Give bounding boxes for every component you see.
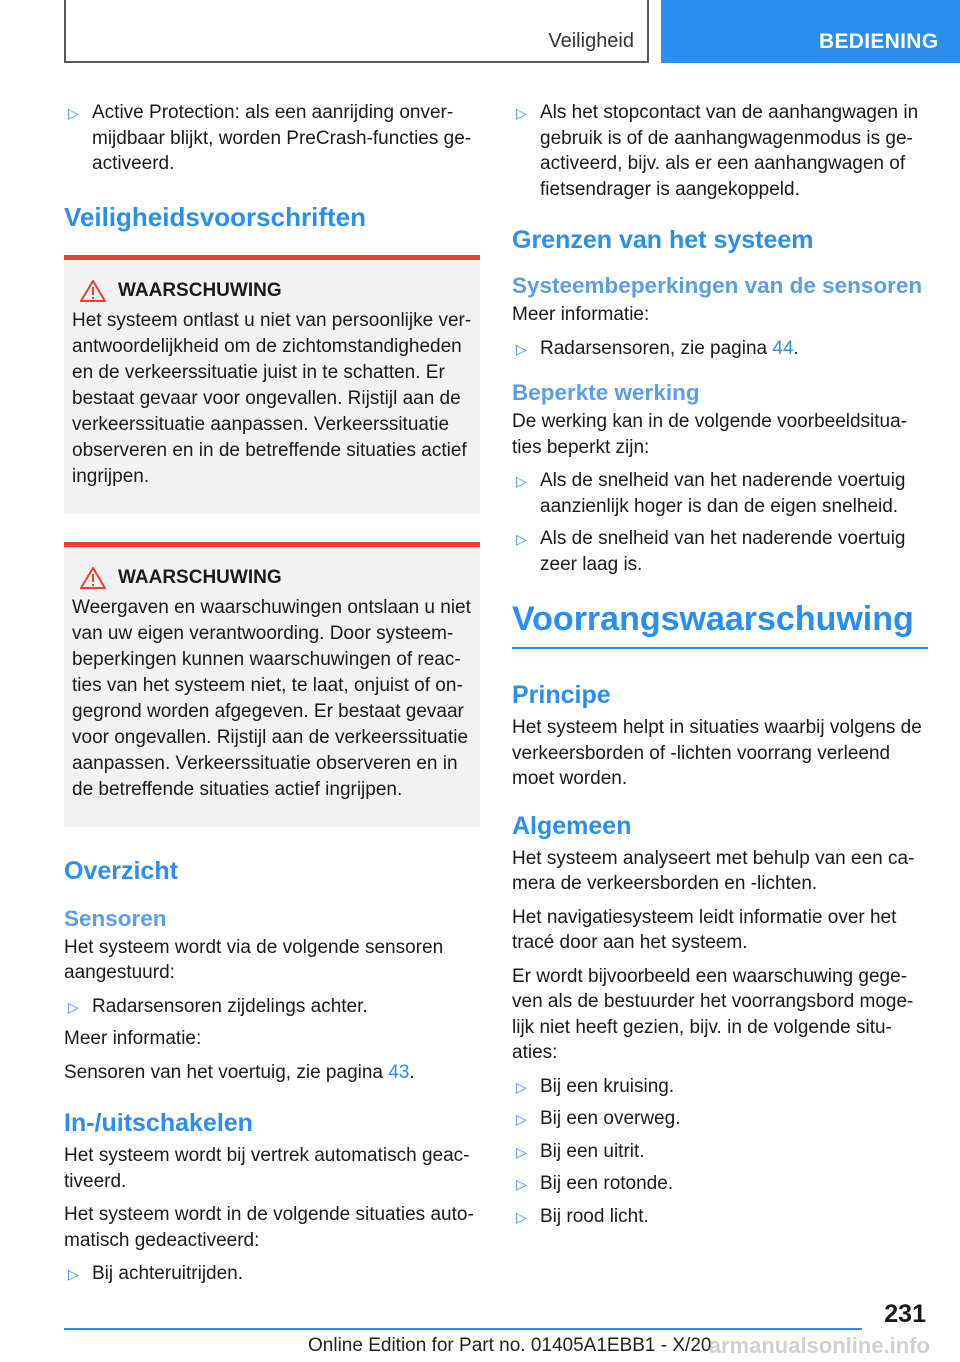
warning-text: Het systeem ontlast u niet van persoonlijke verantwoordelijkheid om de zichtomstandigheden en de verkeerssituatie juist in te schatten. Er bestaat gevaar voor ongevallen. Rijstijl aan de verkeerssituatie aanpassen. Verkeerssituatie observeren en in de betreffende situaties actief ingrijpen. [72, 309, 472, 487]
warning-triangle-icon [80, 567, 106, 589]
list-item-text: Als de snelheid van het naderende voertuig aanzienlijk hoger is dan de eigen snelheid. [540, 470, 906, 517]
list-item [64, 100, 480, 177]
bullet-triangle-icon: ▷ [68, 998, 79, 1015]
list-item-text [540, 338, 799, 359]
bullet-triangle-icon: ▷ [516, 1078, 527, 1095]
bullet-triangle-icon: ▷ [516, 1111, 527, 1127]
heading-in-uitschakelen: In-/uitschakelen [64, 1109, 253, 1137]
page-link[interactable]: 44 [772, 337, 794, 359]
warning-title [72, 280, 472, 302]
list-item [64, 994, 480, 1020]
list-item [512, 1204, 928, 1230]
list-item-text: Radarsensoren zijdelings achter. [92, 995, 368, 1017]
heading-voorrangswaarschuwing: Voorrangswaarschuwing [512, 597, 928, 649]
heading-overzicht: Overzicht [64, 856, 178, 885]
paragraph: Het systeem wordt in de volgende situaties automatisch gedeactiveerd: [64, 1204, 474, 1251]
bullet-triangle-icon: ▷ [516, 531, 527, 547]
paragraph: De werking kan in de volgende voorbeeldsituaties beperkt zijn: [512, 411, 908, 458]
warning-title-text: WAARSCHUWING [118, 279, 282, 301]
bullet-triangle-icon: ▷ [516, 1208, 527, 1225]
footer-edition: Online Edition for Part no. 01405A1EBB1 - X/20 [308, 1335, 712, 1356]
heading-principe: Principe [512, 681, 611, 709]
list-item [64, 1261, 480, 1287]
page-link[interactable]: 43 [388, 1061, 410, 1083]
heading-grenzen: Grenzen van het systeem [512, 226, 814, 254]
list-item [512, 1106, 928, 1132]
paragraph: Het systeem analyseert met behulp van een camera de verkeersborden en -lichten. [512, 847, 915, 894]
paragraph: Er wordt bijvoorbeeld een waarschuwing gegeven als de bestuurder het voorrangsbord mogelijk niet heeft gezien, bijv. in de volgende situaties: [512, 965, 914, 1063]
bullet-triangle-icon: ▷ [68, 1266, 79, 1282]
list-item [512, 526, 928, 577]
list-item-text: Active Protection: als een aanrijding onvermijdbaar blijkt, worden PreCrash-functies geactiveerd. [92, 102, 472, 174]
heading-beperkte-werking: Beperkte werking [512, 380, 700, 405]
left-column [64, 100, 480, 1294]
heading-algemeen: Algemeen [512, 811, 632, 840]
bullet-triangle-icon: ▷ [516, 473, 527, 489]
paragraph: Meer informatie: [512, 304, 650, 325]
header-chapter-tab: BEDIENING [661, 0, 960, 63]
warning-box [64, 542, 480, 827]
paragraph: Meer informatie: [64, 1028, 202, 1049]
watermark: armanualsonline.info [708, 1333, 930, 1358]
reference-end: . [409, 1061, 415, 1083]
page-reference [64, 1060, 480, 1086]
list-item-text: Als de snelheid van het naderende voertuig zeer laag is. [540, 528, 906, 575]
reference-text: Sensoren van het voertuig, zie pagina [64, 1061, 389, 1083]
paragraph: Het systeem wordt bij vertrek automatisch geactiveerd. [64, 1145, 470, 1192]
paragraph: Het systeem wordt via de volgende sensoren aangestuurd: [64, 936, 444, 983]
bullet-triangle-icon: ▷ [68, 105, 79, 121]
list-item [512, 1074, 928, 1100]
footer-divider [64, 1328, 862, 1330]
list-item [512, 1139, 928, 1165]
header-section-title: Veiligheid [548, 30, 634, 52]
list-item-text: Bij een overweg. [540, 1108, 681, 1129]
list-item-text: Als het stopcontact van de aanhangwagen in gebruik is of de aanhangwagenmodus is geactiveerd, bijv. als er een aanhangwagen of fietsendrager is aangekoppeld. [540, 102, 919, 200]
heading-sensoren: Sensoren [64, 905, 167, 931]
warning-text: Weergaven en waarschuwingen ontslaan u niet van uw eigen verantwoording. Door systeembeperkingen kunnen waarschuwingen of reacties van het systeem niet, te laat, onjuist of ongegrond worden afgegeven. Er bestaat gevaar voor ongevallen. Rijstijl aan de verkeerssituatie aanpassen. Verkeerssituatie observeren en in de betreffende situaties actief ingrijpen. [72, 596, 471, 800]
list-item [512, 1171, 928, 1197]
list-item [512, 336, 928, 362]
warning-triangle-icon [80, 280, 106, 302]
warning-title [72, 567, 472, 589]
paragraph: Het systeem helpt in situaties waarbij volgens de verkeersborden of -lichten voorrang verleend moet worden. [512, 717, 922, 789]
list-item-text: Bij rood licht. [540, 1205, 649, 1227]
bullet-triangle-icon: ▷ [516, 340, 527, 357]
list-item-text: Bij een kruising. [540, 1075, 675, 1097]
list-item-text: Bij een rotonde. [540, 1173, 674, 1194]
bullet-triangle-icon: ▷ [516, 1143, 527, 1160]
bullet-triangle-icon: ▷ [516, 105, 527, 121]
list-item-text: Bij een uitrit. [540, 1140, 645, 1162]
list-item [512, 468, 928, 519]
page-number: 231 [884, 1300, 926, 1328]
heading-systeembeperkingen: Systeembeperkingen van de sensoren [512, 273, 923, 298]
warning-box [64, 255, 480, 514]
warning-title-text: WAARSCHUWING [118, 566, 282, 588]
heading-veiligheidsvoorschriften: Veiligheidsvoorschriften [64, 201, 366, 232]
list-item [512, 100, 928, 202]
paragraph: Het navigatiesysteem leidt informatie over het tracé door aan het systeem. [512, 906, 897, 953]
reference-end: . [793, 337, 799, 359]
bullet-triangle-icon: ▷ [516, 1176, 527, 1192]
list-item-text: Bij achteruitrijden. [92, 1263, 244, 1284]
right-column [512, 100, 928, 1236]
reference-text: Radarsensoren, zie pagina [540, 337, 773, 359]
